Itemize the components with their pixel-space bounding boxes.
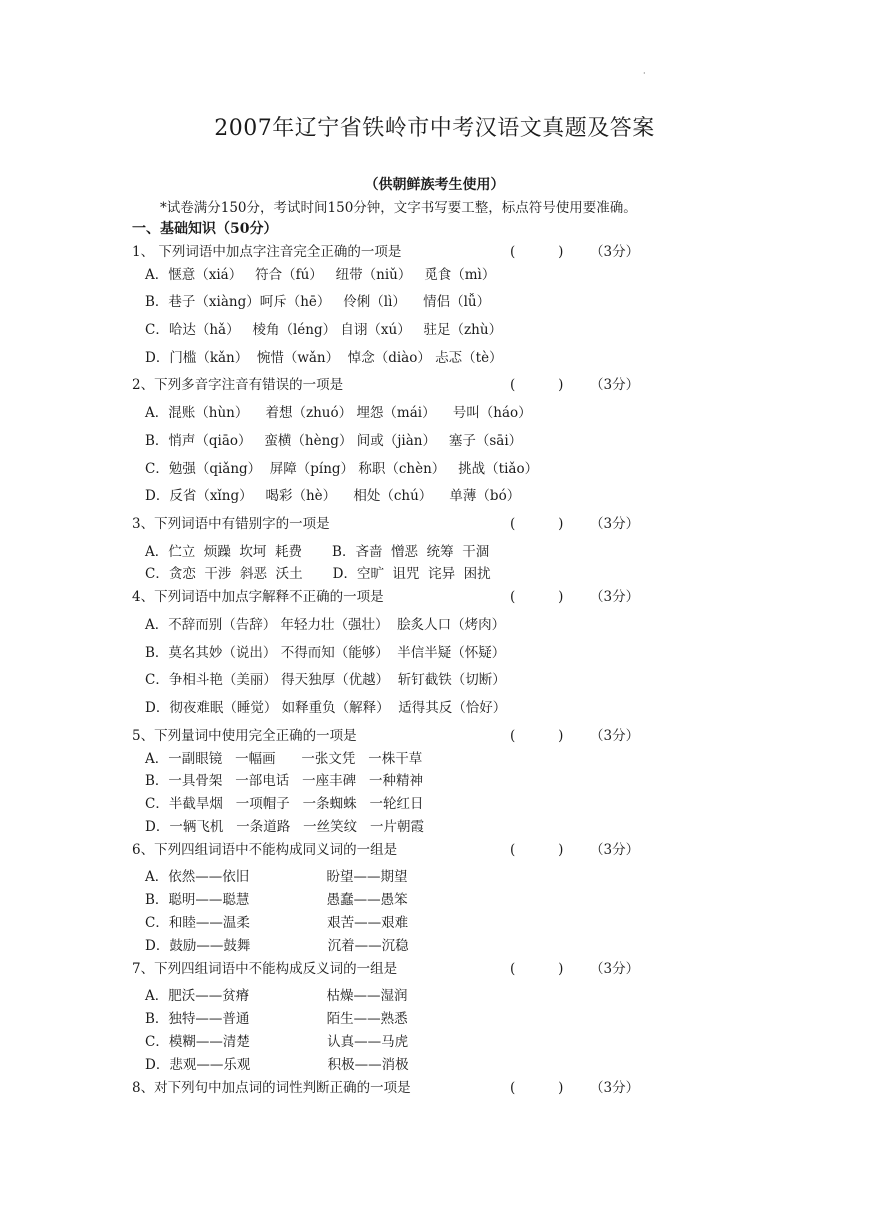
question-8-stem: 8、对下列句中加点词的词性判断正确的一项是 bbox=[132, 1080, 411, 1096]
question-5-stem: 5、下列量词中使用完全正确的一项是 bbox=[132, 728, 357, 744]
question-3-score: （3分） bbox=[590, 516, 640, 532]
question-3-options-row-2: C．贪恋 干涉 斜恶 沃土 D．空旷 诅咒 诧异 困扰 bbox=[145, 566, 491, 582]
question-4-answer-blank: ( ) bbox=[510, 589, 564, 605]
question-7-option-b: B．独特——普通 陌生——熟悉 bbox=[145, 1011, 408, 1027]
question-4-option-b: B．莫名其妙（说出） 不得而知（能够） 半信半疑（怀疑） bbox=[145, 645, 506, 661]
question-5-option-a: A．一副眼镜 一幅画 一张文凭 一株干草 bbox=[145, 751, 423, 767]
question-5-option-c: C．半截旱烟 一项帽子 一条蜘蛛 一轮红日 bbox=[145, 796, 424, 812]
question-5-option-b: B．一具骨架 一部电话 一座丰碑 一种精神 bbox=[145, 773, 424, 789]
question-2-score: （3分） bbox=[590, 377, 640, 393]
question-3-stem: 3、下列词语中有错别字的一项是 bbox=[132, 516, 330, 532]
question-2-stem: 2、下列多音字注音有错误的一项是 bbox=[132, 377, 344, 393]
question-6-option-c: C．和睦——温柔 艰苦——艰难 bbox=[145, 915, 409, 931]
question-7-option-a: A．肥沃——贫瘠 枯燥——湿润 bbox=[145, 988, 408, 1004]
question-7-stem: 7、下列四组词语中不能构成反义词的一组是 bbox=[132, 961, 398, 977]
question-6-score: （3分） bbox=[590, 842, 640, 858]
question-1-option-d: D．门槛（kǎn） 惋惜（wǎn） 悼念（diào） 忐忑（tè） bbox=[145, 350, 503, 366]
question-7-score: （3分） bbox=[590, 961, 640, 977]
question-1-stem: 1、 下列词语中加点字注音完全正确的一项是 bbox=[132, 244, 402, 260]
question-2-option-b: B．悄声（qiāo） 蛮横（hèng） 间或（jiàn） 塞子（sāi） bbox=[145, 433, 523, 449]
question-4-score: （3分） bbox=[590, 589, 640, 605]
question-4-option-c: C．争相斗艳（美丽） 得天独厚（优越） 斩钉截铁（切断） bbox=[145, 672, 506, 688]
question-1-option-a: A．惬意（xiá） 符合（fú） 纽带（niǔ） 觅食（mì） bbox=[145, 267, 496, 283]
question-3-answer-blank: ( ) bbox=[510, 516, 564, 532]
question-7-option-d: D．悲观——乐观 积极——消极 bbox=[145, 1057, 409, 1073]
question-4-option-d: D．彻夜难眠（睡觉） 如释重负（解释） 适得其反（恰好） bbox=[145, 700, 507, 716]
exam-notice: *试卷满分150分，考试时间150分钟，文字书写要工整，标点符号使用要准确。 bbox=[160, 200, 637, 216]
question-6-option-b: B．聪明——聪慧 愚蠢——愚笨 bbox=[145, 892, 408, 908]
question-7-option-c: C．模糊——清楚 认真——马虎 bbox=[145, 1034, 409, 1050]
section-heading: 一、基础知识（50分） bbox=[132, 221, 278, 237]
question-2-option-d: D．反省（xǐng） 喝彩（hè） 相处（chú） 单薄（bó） bbox=[145, 488, 521, 504]
question-1-score: （3分） bbox=[590, 244, 640, 260]
question-1-answer-blank: ( ) bbox=[510, 244, 564, 260]
question-4-stem: 4、下列词语中加点字解释不正确的一项是 bbox=[132, 589, 384, 605]
question-5-option-d: D．一辆飞机 一条道路 一丝笑纹 一片朝霞 bbox=[145, 819, 424, 835]
question-8-answer-blank: ( ) bbox=[510, 1080, 564, 1096]
question-6-option-d: D．鼓励——鼓舞 沉着——沉稳 bbox=[145, 938, 409, 954]
page-subtitle: （供朝鲜族考生使用） bbox=[364, 177, 505, 193]
question-6-stem: 6、下列四组词语中不能构成同义词的一组是 bbox=[132, 842, 398, 858]
page-corner-dot: · bbox=[643, 69, 646, 78]
question-8-score: （3分） bbox=[590, 1080, 640, 1096]
question-6-option-a: A．依然——依旧 盼望——期望 bbox=[145, 869, 408, 885]
question-6-answer-blank: ( ) bbox=[510, 842, 564, 858]
question-5-score: （3分） bbox=[590, 728, 640, 744]
question-1-option-b: B．巷子（xiàng）呵斥（hē） 伶俐（lì） 情侣（lǚ） bbox=[145, 294, 491, 310]
question-3-options-row-1: A．伫立 烦躁 坎坷 耗费 B．吝啬 憎恶 统筹 干涸 bbox=[145, 544, 490, 560]
question-5-answer-blank: ( ) bbox=[510, 728, 564, 744]
page-title: 2007年辽宁省铁岭市中考汉语文真题及答案 bbox=[214, 116, 655, 141]
question-2-option-a: A．混账（hùn） 着想（zhuó） 埋怨（mái） 号叫（háo） bbox=[145, 405, 532, 421]
question-2-option-c: C．勉强（qiǎng） 屏障（píng） 称职（chèn） 挑战（tiǎo） bbox=[145, 461, 539, 477]
question-1-option-c: C．哈达（hǎ） 棱角（léng） 自诩（xú） 驻足（zhù） bbox=[145, 322, 503, 338]
question-7-answer-blank: ( ) bbox=[510, 961, 564, 977]
question-4-option-a: A．不辞而别（告辞） 年轻力壮（强壮） 脍炙人口（烤肉） bbox=[145, 617, 506, 633]
question-2-answer-blank: ( ) bbox=[510, 377, 564, 393]
